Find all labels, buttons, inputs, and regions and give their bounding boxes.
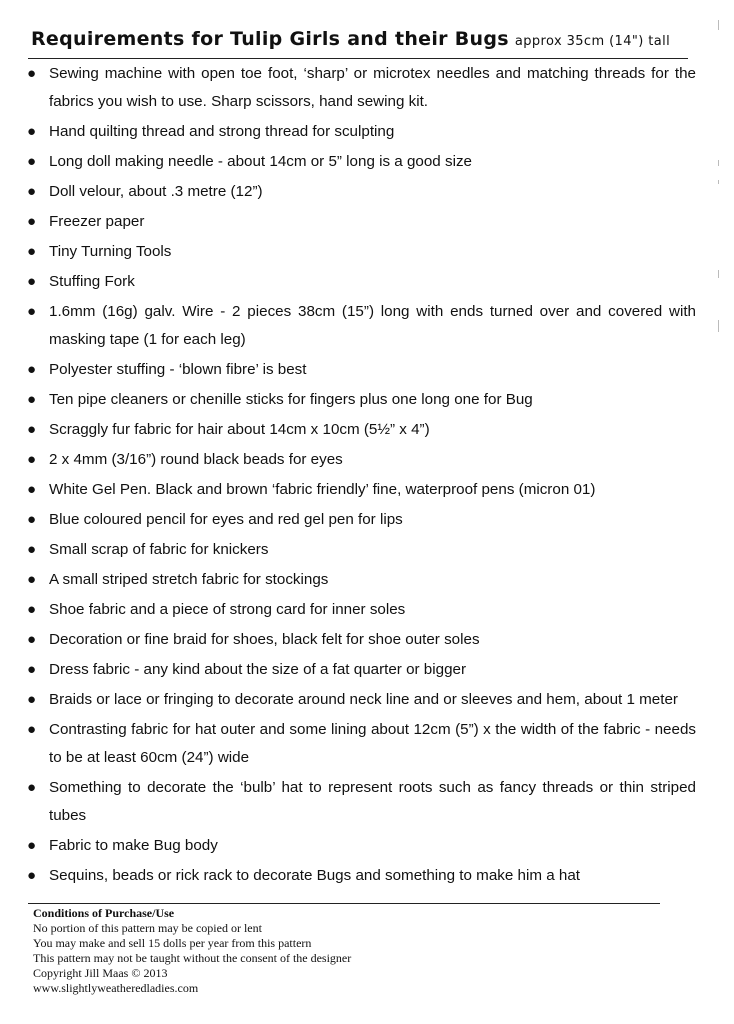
- requirement-text: Hand quilting thread and strong thread for sculpting: [49, 123, 395, 140]
- requirement-text: Freezer paper: [49, 213, 145, 230]
- bullet-icon: ●: [27, 691, 37, 708]
- requirement-item: [24, 208, 696, 236]
- requirement-text: Ten pipe cleaners or chenille sticks for fingers plus one long one for Bug: [49, 391, 533, 408]
- conditions-line: You may make and sell 15 dolls per year from this pattern: [33, 936, 312, 950]
- requirement-item: [24, 298, 696, 354]
- bullet-icon: ●: [27, 511, 37, 528]
- requirement-text: Sequins, beads or rick rack to decorate Bugs and something to make him a hat: [49, 867, 581, 884]
- conditions-section: [33, 906, 351, 996]
- requirement-item: [24, 178, 696, 206]
- requirement-text: Tiny Turning Tools: [49, 243, 172, 260]
- requirement-text: Something to decorate the ‘bulb’ hat to represent roots such as fancy threads or thin striped tubes: [49, 779, 696, 824]
- bullet-icon: ●: [27, 601, 37, 618]
- requirement-text: Blue coloured pencil for eyes and red gel pen for lips: [49, 511, 403, 528]
- bullet-icon: ●: [27, 123, 37, 140]
- requirements-list: [24, 60, 696, 892]
- requirement-item: [24, 416, 696, 444]
- requirement-item: [24, 626, 696, 654]
- page-title: Requirements for Tulip Girls and their Bugs: [31, 28, 509, 50]
- bullet-icon: ●: [27, 421, 37, 438]
- requirement-item: [24, 774, 696, 830]
- bullet-icon: ●: [27, 361, 37, 378]
- requirement-text: Contrasting fabric for hat outer and some lining about 12cm (5”) x the width of the fabric - needs to be at least 60cm (24”) wide: [49, 721, 696, 766]
- requirement-item: [24, 862, 696, 890]
- requirement-item: [24, 386, 696, 414]
- requirement-text: Small scrap of fabric for knickers: [49, 541, 269, 558]
- requirement-item: [24, 686, 696, 714]
- requirement-text: A small striped stretch fabric for stockings: [49, 571, 329, 588]
- requirement-text: Scraggly fur fabric for hair about 14cm x 10cm (5½” x 4”): [49, 421, 430, 438]
- conditions-line: This pattern may not be taught without the consent of the designer: [33, 951, 352, 965]
- requirement-text: Sewing machine with open toe foot, ‘sharp’ or microtex needles and matching threads for the fabrics you wish to use. Sharp scissors, hand sewing kit.: [49, 65, 696, 110]
- requirement-item: [24, 832, 696, 860]
- bullet-icon: ●: [27, 631, 37, 648]
- requirement-text: Polyester stuffing - ‘blown fibre’ is best: [49, 361, 307, 378]
- requirement-text: Shoe fabric and a piece of strong card for inner soles: [49, 601, 406, 618]
- conditions-line: www.slightlyweatheredladies.com: [33, 981, 199, 995]
- bullet-icon: ●: [27, 721, 37, 738]
- bullet-icon: ●: [27, 451, 37, 468]
- requirement-item: [24, 446, 696, 474]
- conditions-line: No portion of this pattern may be copied or lent: [33, 921, 262, 935]
- requirement-text: Dress fabric - any kind about the size of a fat quarter or bigger: [49, 661, 467, 678]
- conditions-heading: Conditions of Purchase/Use: [33, 906, 175, 920]
- requirement-item: [24, 566, 696, 594]
- title-underline: [28, 58, 688, 59]
- requirement-item: [24, 656, 696, 684]
- bullet-icon: ●: [27, 571, 37, 588]
- requirement-text: White Gel Pen. Black and brown ‘fabric friendly’ fine, waterproof pens (micron 01): [49, 481, 596, 498]
- requirement-item: [24, 118, 696, 146]
- requirement-item: [24, 536, 696, 564]
- bullet-icon: ●: [27, 303, 37, 320]
- bullet-icon: ●: [27, 481, 37, 498]
- requirement-item: [24, 356, 696, 384]
- bullet-icon: ●: [27, 779, 37, 796]
- requirement-text: Braids or lace or fringing to decorate around neck line and or sleeves and hem, about 1 meter: [49, 691, 678, 708]
- requirement-text: Doll velour, about .3 metre (12”): [49, 183, 263, 200]
- page-subtitle: approx 35cm (14") tall: [514, 34, 671, 49]
- bullet-icon: ●: [27, 661, 37, 678]
- bullet-icon: ●: [27, 837, 37, 854]
- requirement-item: [24, 596, 696, 624]
- conditions-line: Copyright Jill Maas © 2013: [33, 966, 168, 980]
- requirement-text: Fabric to make Bug body: [49, 837, 218, 854]
- requirement-item: [24, 60, 696, 116]
- requirement-item: [24, 476, 696, 504]
- title-row: [31, 28, 670, 50]
- bullet-icon: ●: [27, 183, 37, 200]
- requirement-item: [24, 268, 696, 296]
- bullet-icon: ●: [27, 213, 37, 230]
- requirement-item: [24, 238, 696, 266]
- requirement-item: [24, 716, 696, 772]
- bullet-icon: ●: [27, 153, 37, 170]
- list-divider: [28, 903, 660, 904]
- requirement-text: Stuffing Fork: [49, 273, 135, 290]
- bullet-icon: ●: [27, 867, 37, 884]
- scan-noise: [718, 20, 720, 360]
- bullet-icon: ●: [27, 273, 37, 290]
- bullet-icon: ●: [27, 65, 37, 82]
- requirement-text: 1.6mm (16g) galv. Wire - 2 pieces 38cm (15”) long with ends turned over and covered with masking tape (1 for each leg): [49, 303, 696, 348]
- requirement-item: [24, 148, 696, 176]
- requirement-text: 2 x 4mm (3/16”) round black beads for eyes: [49, 451, 343, 468]
- bullet-icon: ●: [27, 541, 37, 558]
- bullet-icon: ●: [27, 391, 37, 408]
- bullet-icon: ●: [27, 243, 37, 260]
- requirement-text: Long doll making needle - about 14cm or 5” long is a good size: [49, 153, 472, 170]
- requirement-item: [24, 506, 696, 534]
- requirement-text: Decoration or fine braid for shoes, black felt for shoe outer soles: [49, 631, 480, 648]
